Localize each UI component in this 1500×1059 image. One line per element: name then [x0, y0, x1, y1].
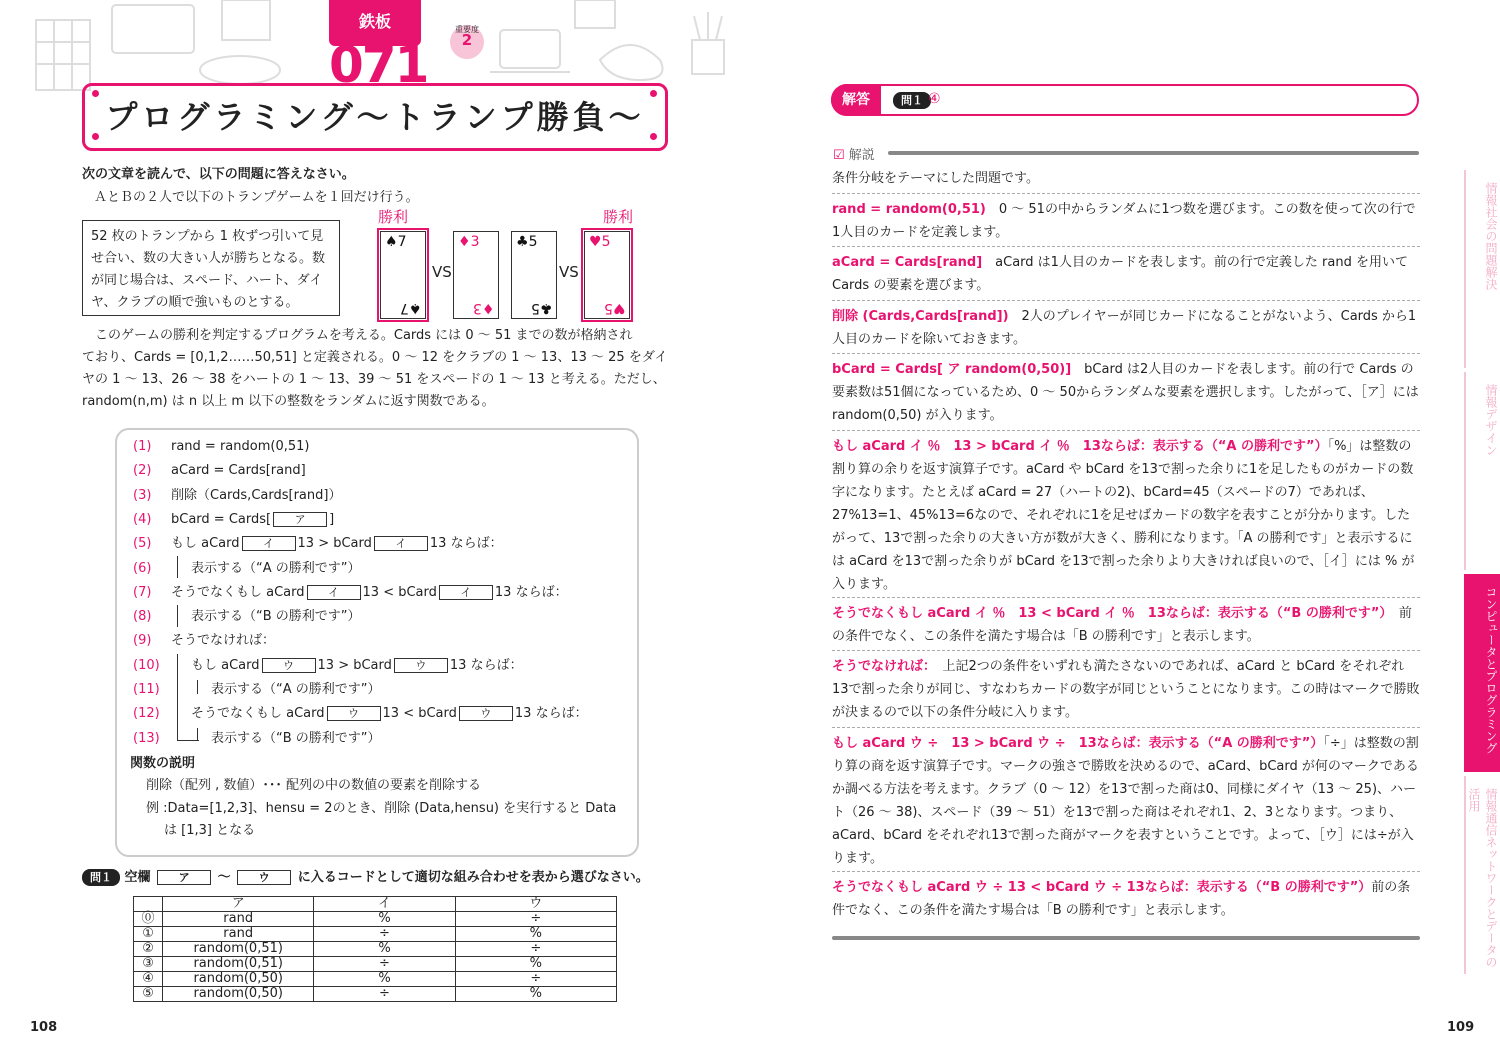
title-dot — [92, 90, 99, 97]
table-cell: ⓪ — [134, 912, 163, 927]
description-line: ており、Cards = [0,1,2……50,51] と定義される。0 ～ 12 をクラブの 1 ～ 13、13 ～ 25 をダイ — [82, 350, 668, 365]
table-row — [134, 987, 617, 1002]
code-text: 13 < bCard — [362, 584, 437, 600]
heart-icon: ♥ — [612, 300, 625, 316]
answer-badge: 問１ — [893, 92, 931, 109]
table-cell: ⑤ — [134, 987, 163, 1002]
dashed-separator — [832, 650, 1420, 651]
question-tilde: ～ — [217, 870, 231, 885]
explanation-body: 上記2つの条件をいずれも満たさないのであれば、aCard と bCard をそれぞれ13で割った余りが同じ、すなわちカードの数字が同じということになります。この時はマークで勝敗が決まるので以下の条件分岐に入ります。 — [832, 659, 1420, 720]
explanation-head: bCard = Cards[ ア random(0,50)] — [832, 362, 1072, 377]
table-cell: ② — [134, 942, 163, 957]
explanation-head: そうでなければ： — [832, 659, 930, 674]
section-number: 071 — [329, 36, 428, 94]
line-number: (6) — [133, 560, 152, 576]
side-tab-label: 情報社会の問題解決 — [1484, 182, 1498, 290]
explain-label: 解説 — [848, 148, 875, 163]
line-number: (3) — [133, 487, 152, 503]
code-blank: イ — [307, 585, 361, 600]
side-tab-society[interactable] — [1464, 170, 1500, 368]
program-line — [133, 437, 309, 457]
card-rank: 5 — [528, 234, 538, 250]
program-line — [133, 559, 361, 579]
table-cell: ÷ — [455, 912, 616, 927]
dashed-separator — [832, 871, 1420, 872]
table-cell: rand — [163, 927, 314, 942]
page-number-left: 108 — [30, 1020, 58, 1035]
program-line — [133, 729, 381, 749]
table-cell: ③ — [134, 957, 163, 972]
check-icon: ☑ — [833, 148, 845, 163]
card-rank: 3 — [470, 234, 480, 250]
description — [82, 325, 672, 413]
question-1 — [82, 866, 649, 886]
rules-box: 52 枚のトランプから 1 枚ずつ引いて見せ合い、数の大きい人が勝ちとなる。数が同じ場合は、スペード、ハート、ダイヤ、クラブの順で強いものとする。 — [82, 220, 340, 316]
dashed-separator — [832, 246, 1420, 247]
table-cell: ④ — [134, 972, 163, 987]
table-cell: % — [314, 942, 455, 957]
table-cell: ÷ — [455, 972, 616, 987]
spade-icon: ♠ — [408, 300, 421, 316]
line-number: (5) — [133, 536, 152, 552]
card-diamond-3 — [453, 231, 499, 319]
dashed-separator — [832, 193, 1420, 194]
title-dot — [92, 133, 99, 140]
divider — [832, 936, 1420, 940]
table-header: ア — [163, 897, 314, 912]
line-number: (7) — [133, 584, 152, 600]
explanation-body: 前の条件でなく、この条件を満たす場合は「B の勝利です」と表示します。 — [832, 606, 1412, 644]
table-header-row — [134, 897, 617, 912]
code-text: そうでなくもし aCard — [191, 706, 325, 722]
code-text: 13 > bCard — [297, 536, 372, 552]
code-blank: ウ — [327, 706, 381, 721]
side-tab-design[interactable] — [1464, 372, 1500, 570]
code-text: 表示する（“A の勝利です”） — [191, 560, 361, 576]
answer-bar — [831, 84, 1419, 116]
explanation-item — [832, 602, 1420, 648]
explanation-item — [832, 435, 1420, 596]
divider — [888, 151, 1419, 155]
tekban-label: 鉄板 — [329, 0, 421, 46]
code-text: 13 > bCard — [317, 657, 392, 673]
description-line: random(n,m) は n 以上 m 以下の整数をランダムに返す関数である。 — [82, 394, 495, 409]
blank-u: ウ — [237, 870, 291, 885]
explanation-head: そうでなくもし aCard イ ％ 13 < bCard イ ％ 13ならば：表示する（“B の勝利です”） — [832, 606, 1386, 621]
code-text: 表示する（“B の勝利です”） — [211, 730, 381, 746]
explanation-item — [832, 876, 1420, 922]
table-cell: ÷ — [455, 942, 616, 957]
page-number-right: 109 — [1447, 1020, 1475, 1035]
table-cell: random(0,50) — [163, 987, 314, 1002]
side-tab-label: 情報デザイン — [1484, 384, 1498, 456]
table-cell: % — [455, 927, 616, 942]
dashed-separator — [832, 727, 1420, 728]
club-icon: ♣ — [539, 300, 552, 316]
code-text: 13 ならば： — [429, 536, 503, 552]
spade-icon: ♠ — [385, 234, 398, 250]
explanation-body: 前の条件でなく、この条件を満たす場合は「B の勝利です」と表示します。 — [832, 880, 1411, 918]
explanation-head: そうでなくもし aCard ウ ÷ 13 < bCard ウ ÷ 13ならば：表示する（“B の勝利です”） — [832, 880, 1372, 895]
side-tab-label: コンピュータとプログラミング — [1484, 586, 1498, 754]
code-blank: イ — [242, 536, 296, 551]
card-rank: 5 — [603, 300, 613, 316]
intro-instruction: 次の文章を読んで、以下の問題に答えなさい。 — [82, 167, 355, 182]
card-rank: 3 — [472, 300, 482, 316]
program-line — [133, 656, 523, 676]
win-label-a: 勝利 — [378, 208, 409, 226]
indent-bar — [197, 680, 198, 694]
page-title — [82, 83, 668, 151]
explanation-body: 2人のプレイヤーが同じカードになることがないよう、Cards から1人目のカードを除いておきます。 — [832, 309, 1417, 347]
dashed-separator — [832, 300, 1420, 301]
table-header — [134, 897, 163, 912]
explanation-item — [832, 251, 1420, 297]
line-number: (10) — [133, 657, 160, 673]
code-text: 表示する（“B の勝利です”） — [191, 609, 361, 625]
line-number: (4) — [133, 511, 152, 527]
explanation-item — [832, 732, 1420, 870]
indent-bar — [197, 728, 198, 740]
indent-bar — [177, 654, 178, 740]
table-header: ウ — [455, 897, 616, 912]
program-line — [133, 534, 503, 554]
code-text: もし aCard — [171, 536, 240, 552]
table-row — [134, 957, 617, 972]
importance-value: 2 — [461, 31, 473, 49]
explanation-head: rand = random(0,51) — [832, 202, 986, 217]
indent-bar — [177, 556, 178, 578]
table-cell: rand — [163, 912, 314, 927]
title-dot — [650, 133, 657, 140]
table-cell: % — [455, 987, 616, 1002]
explanation-body: aCard は1人目のカードを表します。前の行で定義した rand を用いて Cards の要素を選びます。 — [832, 255, 1408, 293]
page-title-text: プログラミング～トランプ勝負～ — [105, 98, 645, 136]
code-blank: イ — [439, 585, 493, 600]
explanation-head: 削除 (Cards,Cards[rand]) — [832, 309, 1009, 324]
answer-label: 解答 — [831, 84, 881, 116]
explanation-item — [832, 305, 1420, 351]
table-row — [134, 912, 617, 927]
program-line — [133, 607, 361, 627]
card-rank: 7 — [399, 300, 409, 316]
explain-heading — [833, 144, 875, 163]
line-number: (1) — [133, 439, 152, 454]
question-badge: 問１ — [82, 869, 120, 886]
code-text: rand = random(0,51) — [171, 439, 310, 454]
explanation-head: もし aCard イ ％ 13 > bCard イ ％ 13ならば：表示する（“A の勝利です”） — [832, 439, 1328, 454]
line-number: (9) — [133, 633, 152, 649]
explanation-body: bCard は2人目のカードを表します。前の行で Cards の要素数は51個になっているため、0 ～ 50からランダムな要素を選択します。したがって、［ア］には random(0,50) が入ります。 — [832, 362, 1419, 423]
table-cell: random(0,51) — [163, 942, 314, 957]
explanation-item — [832, 358, 1420, 427]
code-text: 13 ならば： — [494, 584, 568, 600]
question-post: に入るコードとして適切な組み合わせを表から選びなさい。 — [297, 870, 649, 885]
program-line — [133, 680, 381, 700]
intro-game: ＡとＢの２人で以下のトランプゲームを１回だけ行う。 — [94, 190, 419, 205]
code-text: そうでなくもし aCard — [171, 584, 305, 600]
program-line — [133, 631, 275, 651]
table-cell: ① — [134, 927, 163, 942]
code-text: bCard = Cards[ — [171, 511, 272, 527]
description-line: このゲームの勝利を判定するプログラムを考える。Cards には 0 ～ 51 までの数が格納され — [82, 328, 633, 343]
vs-label: VS — [559, 263, 579, 281]
table-row — [134, 942, 617, 957]
code-blank: ア — [273, 512, 327, 527]
code-blank: ウ — [459, 706, 513, 721]
explain-intro: 条件分岐をテーマにした問題です。 — [832, 171, 1039, 186]
code-text: ] — [329, 511, 335, 527]
card-club-5 — [511, 231, 557, 319]
vs-label: VS — [432, 263, 452, 281]
line-number: (11) — [133, 682, 160, 697]
code-text: aCard = Cards[rand] — [171, 463, 306, 479]
heart-icon: ♥ — [589, 234, 602, 250]
table-cell: random(0,51) — [163, 957, 314, 972]
dashed-separator — [832, 430, 1420, 431]
explanation-head: もし aCard ウ ÷ 13 > bCard ウ ÷ 13ならば：表示する（“A の勝利です”） — [832, 736, 1324, 751]
dashed-separator — [832, 353, 1420, 354]
table-cell: % — [314, 972, 455, 987]
answer-table — [133, 896, 617, 1002]
diamond-icon: ♦ — [458, 234, 471, 250]
question-pre: 空欄 — [124, 870, 151, 885]
side-tab-label: 情報通信ネットワークとデータの活用 — [1467, 788, 1498, 968]
indent-bar — [177, 605, 178, 627]
line-number: (12) — [133, 706, 160, 722]
table-cell: % — [455, 957, 616, 972]
table-row — [134, 927, 617, 942]
dashed-separator — [832, 597, 1420, 598]
answer-value: ④ — [928, 91, 941, 107]
code-text: もし aCard — [191, 657, 260, 673]
importance-label: 重要度 — [455, 25, 479, 34]
card-spade-7 — [380, 231, 426, 319]
blank-a: ア — [157, 870, 211, 885]
code-blank: ウ — [394, 658, 448, 673]
card-rank: 5 — [530, 300, 540, 316]
table-cell: ÷ — [314, 957, 455, 972]
line-number: (8) — [133, 609, 152, 625]
card-rank: 7 — [397, 234, 407, 250]
explanation-body: 「%」は整数の割り算の余りを返す演算子です。aCard や bCard を13で割った余りに1を足したものがカードの数字になります。たとえば aCard = 27（ハートの2)、bCard=45（スペードの7）であれば、27%13=1、45%13=6なので、それぞれに1を足せばカードの数字を表すことが分かります。したがって、13で割った余りの大きい方が数が大きく、勝利になります。「A の勝利です」と表示するには aCard を13で割った余りが bCard を13で割った余りより大きければ良いので、［イ］には % が入ります。 — [832, 439, 1415, 592]
code-text: 削除（Cards,Cards[rand]） — [171, 487, 342, 503]
table-cell: random(0,50) — [163, 972, 314, 987]
explanation-item — [832, 198, 1420, 244]
program-line — [133, 461, 306, 481]
explanation-head: aCard = Cards[rand] — [832, 255, 983, 270]
explanation-item — [832, 655, 1420, 724]
side-tab-programming[interactable] — [1464, 574, 1500, 772]
code-text: 13 < bCard — [382, 706, 457, 722]
func-line: は [1,3] となる — [164, 823, 256, 838]
func-line: 削除（配列 , 数値）･･･ 配列の中の数値の要素を削除する — [146, 778, 482, 793]
code-text: そうでなければ： — [171, 633, 276, 649]
side-tab-network[interactable] — [1464, 776, 1500, 974]
table-cell: ÷ — [314, 927, 455, 942]
func-line: 例 :Data=[1,2,3]、hensu = 2のとき、削除 (Data,hensu) を実行すると Data — [146, 801, 617, 816]
program-line — [133, 583, 568, 603]
code-text: 表示する（“A の勝利です”） — [211, 682, 381, 697]
table-cell: ÷ — [314, 987, 455, 1002]
line-number: (2) — [133, 463, 152, 479]
code-blank: ウ — [262, 658, 316, 673]
title-dot — [650, 90, 657, 97]
club-icon: ♣ — [516, 234, 529, 250]
table-cell: % — [314, 912, 455, 927]
code-text: 13 ならば： — [514, 706, 588, 722]
program-line — [133, 486, 341, 506]
line-number: (13) — [133, 730, 160, 746]
importance-badge — [450, 25, 484, 59]
win-label-b: 勝利 — [603, 208, 634, 226]
explanation-body: 0 ～ 51の中からランダムに1つ数を選びます。この数を使って次の行で1人目のカードを定義します。 — [832, 202, 1416, 240]
diamond-icon: ♦ — [481, 300, 494, 316]
explanation-body: 「÷」は整数の割り算の商を返す演算子です。マークの強さで勝敗を決めるので、aCard、bCard が何のマークであるか調べる方法を考えます。クラブ（0 ～ 12）を13で割った商は0、同様にダイヤ（13 ～ 25)、ハート（26 ～ 38)、スペード（39 ～ 51）を13で割った商はそれぞれ1、2、3となります。つまり、aCard、bCard をそれぞれ13で割った商がマークを表すということです。よって、［ウ］には÷が入ります。 — [832, 736, 1419, 866]
description-line: ヤの 1 ～ 13、26 ～ 38 をハートの 1 ～ 13、39 ～ 51 をスペードの 1 ～ 13 と考える。ただし、 — [82, 372, 666, 387]
card-rank: 5 — [601, 234, 611, 250]
func-title: 関数の説明 — [130, 756, 196, 771]
program-line — [133, 704, 588, 724]
indent-bar — [177, 740, 199, 741]
code-blank: イ — [374, 536, 428, 551]
card-heart-5 — [584, 231, 630, 319]
table-header: イ — [314, 897, 455, 912]
table-row — [134, 972, 617, 987]
program-line — [133, 510, 334, 530]
code-text: 13 ならば： — [449, 657, 523, 673]
